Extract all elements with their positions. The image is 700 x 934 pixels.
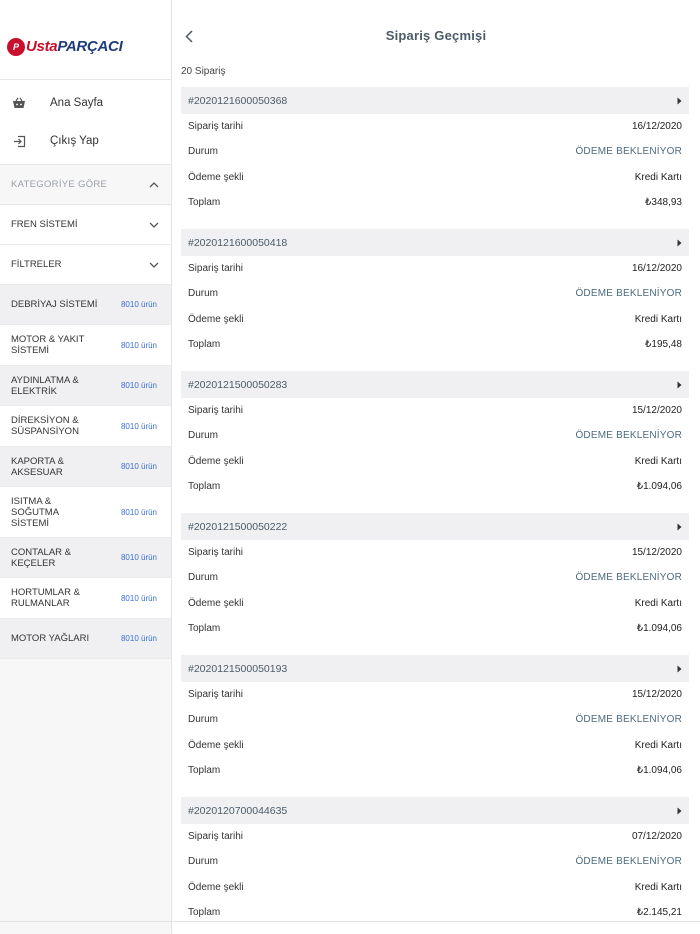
order-date-row	[181, 398, 689, 423]
category-count: 8010 ürün	[120, 593, 157, 603]
order-total-row	[181, 474, 689, 499]
category-label: HORTUMLAR & RULMANLAR	[11, 587, 80, 609]
order-payment: Kredi Kartı	[634, 739, 682, 751]
category-count: 8010 ürün	[120, 553, 157, 562]
category-label: CONTALAR & KEÇELER	[11, 546, 72, 569]
category-label: KAPORTA & AKSESUAR	[11, 455, 64, 478]
category-item[interactable]	[0, 285, 171, 325]
chevron-down-icon	[148, 259, 160, 271]
order-total-label: Toplam	[188, 765, 221, 777]
page-title: Sipariş Geçmişi	[385, 28, 487, 43]
order-card	[181, 655, 689, 797]
sidebar-item-home[interactable]	[0, 84, 171, 122]
order-date-row	[181, 682, 689, 707]
order-total-label: Toplam	[188, 907, 221, 919]
logo-suffix: PARÇACI	[57, 38, 123, 55]
category-item[interactable]	[0, 619, 171, 659]
order-status-row	[181, 281, 689, 306]
category-item[interactable]	[0, 538, 171, 578]
order-payment-row	[181, 875, 689, 900]
order-date: 07/12/2020	[631, 831, 682, 843]
category-item[interactable]	[0, 487, 171, 538]
chevron-up-icon	[148, 179, 160, 191]
caret-right-icon	[675, 806, 683, 816]
top-bar	[172, 0, 700, 70]
category-item[interactable]	[0, 578, 171, 619]
order-payment-label: Ödeme şekli	[188, 171, 244, 183]
filter-row-label: FREN SİSTEMİ	[11, 219, 78, 230]
order-payment-label: Ödeme şekli	[188, 597, 244, 609]
order-status: ÖDEME BEKLENİYOR	[575, 572, 682, 584]
category-label: MOTOR & YAKIT SİSTEMİ	[11, 334, 85, 356]
main-content	[172, 0, 700, 934]
order-id: #2020120700044635	[188, 804, 288, 817]
filter-row-label: FİLTRELER	[11, 259, 62, 270]
order-total-row	[181, 616, 689, 641]
order-card	[181, 371, 689, 513]
caret-right-icon	[675, 380, 683, 390]
category-count: 8010 ürün	[120, 300, 157, 309]
order-payment: Kredi Kartı	[634, 171, 682, 183]
category-count: 8010 ürün	[120, 340, 157, 350]
brand-logo[interactable]	[7, 38, 122, 56]
order-total-row	[181, 332, 689, 357]
sidebar-menu	[0, 80, 171, 165]
order-date-row	[181, 114, 689, 139]
category-count: 8010 ürün	[120, 462, 157, 471]
sidebar	[0, 0, 172, 934]
order-payment-row	[181, 307, 689, 332]
category-count: 8010 ürün	[120, 421, 157, 431]
order-id: #2020121500050283	[188, 378, 288, 391]
order-date: 16/12/2020	[631, 121, 682, 133]
filter-row-brakes[interactable]	[0, 205, 171, 245]
order-status-row	[181, 139, 689, 164]
order-status-label: Durum	[188, 430, 219, 442]
order-total-label: Toplam	[188, 481, 221, 493]
caret-right-icon	[675, 522, 683, 532]
order-status: ÖDEME BEKLENİYOR	[575, 146, 682, 158]
category-count: 8010 ürün	[120, 634, 157, 643]
order-date-label: Sipariş tarihi	[188, 547, 244, 559]
order-payment-label: Ödeme şekli	[188, 881, 244, 893]
order-status: ÖDEME BEKLENİYOR	[575, 288, 682, 300]
order-status-row	[181, 423, 689, 448]
category-label: ISITMA & SOĞUTMA SİSTEMİ	[11, 495, 59, 529]
order-status-label: Durum	[188, 856, 219, 868]
order-date-label: Sipariş tarihi	[188, 831, 244, 843]
category-label: DİREKSİYON & SÜSPANSİYON	[11, 415, 79, 437]
caret-right-icon	[675, 664, 683, 674]
order-status: ÖDEME BEKLENİYOR	[575, 856, 682, 868]
order-payment-label: Ödeme şekli	[188, 313, 244, 325]
order-status-label: Durum	[188, 572, 219, 584]
order-payment-row	[181, 165, 689, 190]
order-total-row	[181, 190, 689, 215]
order-count: 20 Sipariş	[181, 66, 226, 77]
order-header[interactable]	[181, 655, 689, 682]
category-item[interactable]	[0, 366, 171, 406]
order-header[interactable]	[181, 229, 689, 256]
order-total: ₺1.094,06	[636, 623, 682, 635]
caret-right-icon	[675, 238, 683, 248]
order-total-label: Toplam	[188, 197, 221, 209]
order-date: 16/12/2020	[631, 263, 682, 275]
order-total-label: Toplam	[188, 339, 221, 351]
order-id: #2020121500050193	[188, 662, 288, 675]
category-header[interactable]	[0, 165, 171, 205]
order-date-row	[181, 540, 689, 565]
order-id: #2020121600050368	[188, 94, 288, 107]
order-header[interactable]	[181, 797, 689, 824]
chevron-down-icon	[148, 219, 160, 231]
order-payment: Kredi Kartı	[634, 597, 682, 609]
category-item[interactable]	[0, 406, 171, 447]
order-payment-row	[181, 449, 689, 474]
basket-icon	[12, 96, 26, 110]
order-card	[181, 229, 689, 371]
order-header[interactable]	[181, 87, 689, 114]
category-label: AYDINLATMA & ELEKTRİK	[11, 374, 79, 397]
status-bar: 9:44 AM Thu Dec 17	[10, 4, 96, 14]
order-list	[181, 87, 689, 934]
order-payment-label: Ödeme şekli	[188, 739, 244, 751]
caret-right-icon	[675, 96, 683, 106]
order-date-label: Sipariş tarihi	[188, 121, 244, 133]
order-header[interactable]	[181, 513, 689, 540]
order-date: 15/12/2020	[631, 547, 682, 559]
bottom-divider	[0, 921, 700, 922]
category-count: 8010 ürün	[120, 381, 157, 390]
order-card	[181, 797, 689, 934]
order-status-row	[181, 565, 689, 590]
order-total: ₺2.145,21	[636, 907, 682, 919]
filter-row-filters[interactable]	[0, 245, 171, 285]
order-status-label: Durum	[188, 714, 219, 726]
category-label: DEBRİYAJ SİSTEMİ	[11, 299, 98, 310]
order-payment-row	[181, 733, 689, 758]
category-header-label: KATEGORİYE GÖRE	[11, 179, 108, 190]
order-payment: Kredi Kartı	[634, 313, 682, 325]
category-item[interactable]	[0, 447, 171, 487]
order-total: ₺1.094,06	[636, 481, 682, 493]
order-status: ÖDEME BEKLENİYOR	[575, 430, 682, 442]
order-date-label: Sipariş tarihi	[188, 263, 244, 275]
order-status-row	[181, 707, 689, 732]
order-header[interactable]	[181, 371, 689, 398]
order-status-label: Durum	[188, 288, 219, 300]
order-total-row	[181, 758, 689, 783]
order-card	[181, 87, 689, 229]
order-total: ₺348,93	[645, 197, 682, 209]
order-payment: Kredi Kartı	[634, 881, 682, 893]
order-status: ÖDEME BEKLENİYOR	[575, 714, 682, 726]
order-status-label: Durum	[188, 146, 219, 158]
logo-prefix: Usta	[26, 38, 58, 55]
order-date-label: Sipariş tarihi	[188, 689, 244, 701]
sidebar-item-label: Çıkış Yap	[50, 135, 99, 147]
order-date: 15/12/2020	[631, 405, 682, 417]
logo-text	[26, 38, 122, 55]
order-total: ₺1.094,06	[636, 765, 682, 777]
logo-badge: P	[7, 38, 25, 56]
order-card	[181, 513, 689, 655]
order-payment-row	[181, 591, 689, 616]
category-label: MOTOR YAĞLARI	[11, 633, 90, 644]
logout-icon	[12, 134, 26, 148]
order-date-row	[181, 824, 689, 849]
order-date-label: Sipariş tarihi	[188, 405, 244, 417]
order-total-label: Toplam	[188, 623, 221, 635]
order-status-row	[181, 849, 689, 874]
order-id: #2020121600050418	[188, 236, 288, 249]
order-payment: Kredi Kartı	[634, 455, 682, 467]
category-item[interactable]	[0, 325, 171, 366]
order-payment-label: Ödeme şekli	[188, 455, 244, 467]
order-date: 15/12/2020	[631, 689, 682, 701]
order-id: #2020121500050222	[188, 520, 288, 533]
category-count: 8010 ürün	[120, 507, 157, 517]
order-total: ₺195,48	[645, 339, 682, 351]
sidebar-item-label: Ana Sayfa	[50, 97, 104, 109]
sidebar-item-logout[interactable]	[0, 122, 171, 160]
order-date-row	[181, 256, 689, 281]
